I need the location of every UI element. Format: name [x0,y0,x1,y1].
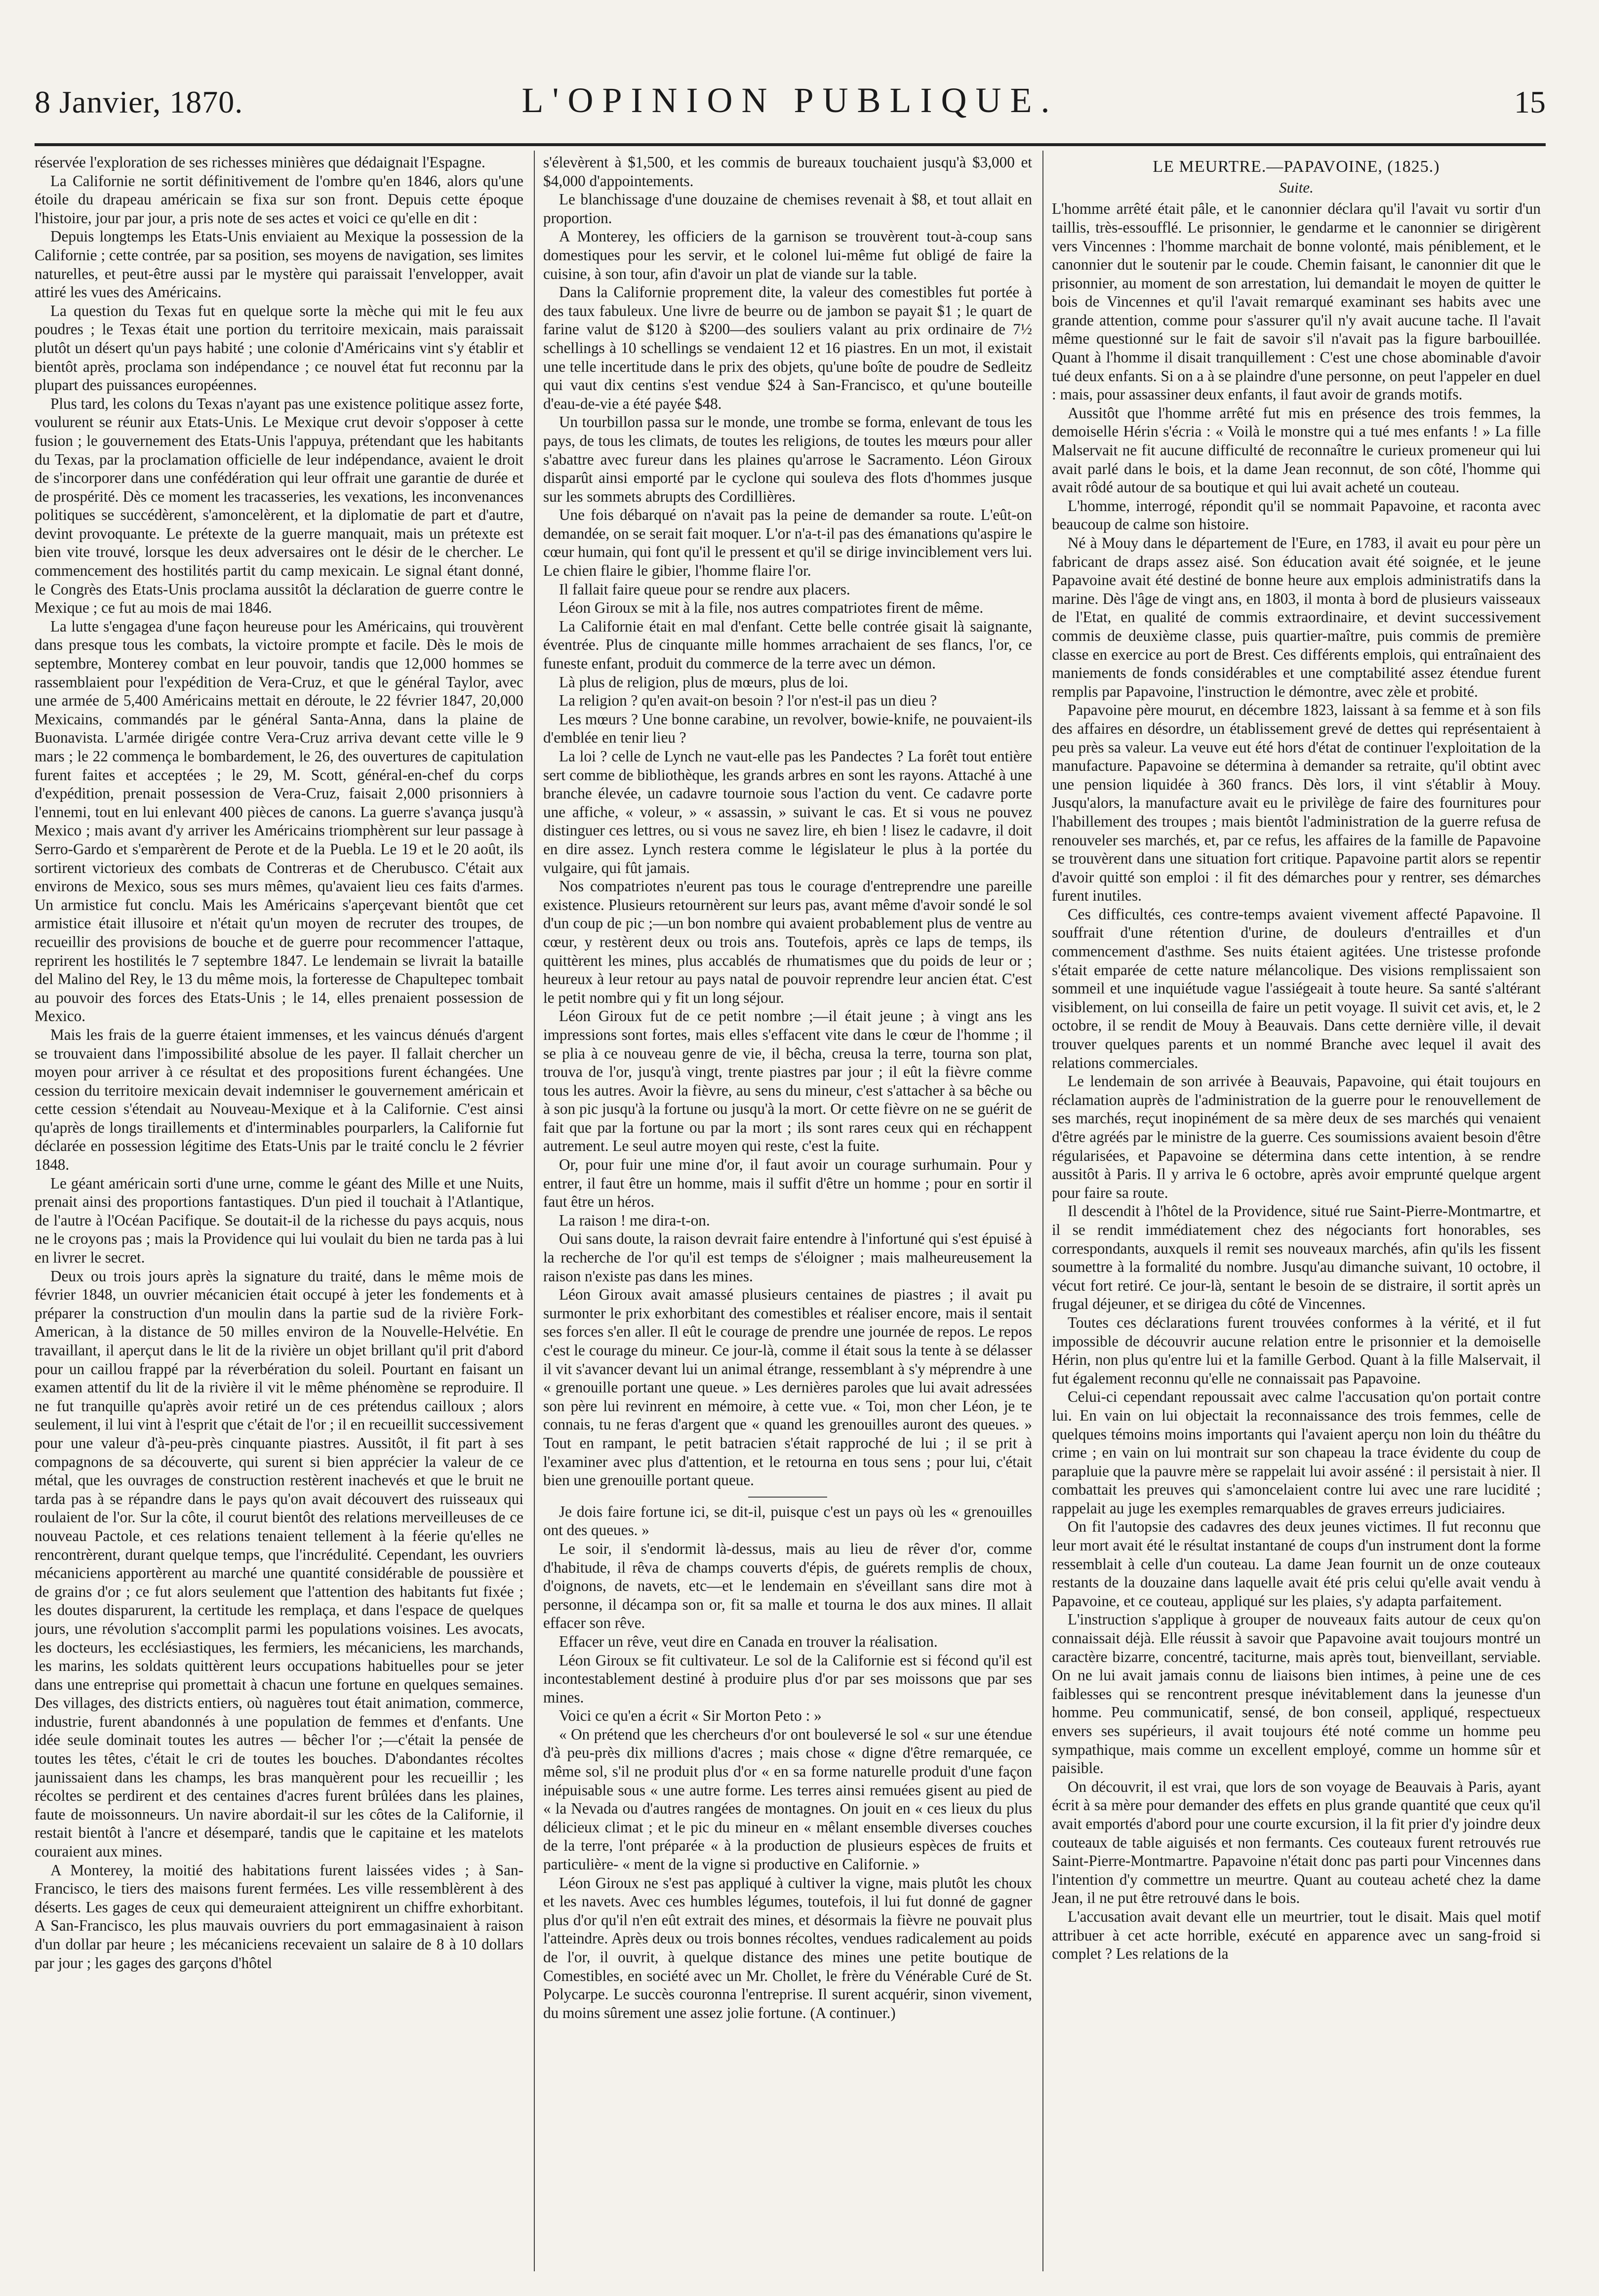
article-paragraph: Plus tard, les colons du Texas n'ayant pas une existence politique assez forte, voulurent se réunir aux Etats-Unis. Le Mexique crut devoir s'opposer à cette fusion ; le gouvernement des Etats-Unis l'appuya, prétendant que les habitants du Texas, par la proclamation officielle de leur indépendance, avaient le droit de s'incorporer dans une confédération qui leur offrait une garantie de durée et de prospérité. Dès ce moment les tracasseries, les vexations, les inconvenances politiques se succédèrent, s'amoncelèrent, et la diplomatie de part et d'autre, devint provoquante. Le prétexte de la guerre manquait, mais un prétexte est bien vite trouvé, lorsque les deux adversaires ont le désir de le chercher. Le commencement des hostilités partit du camp mexicain. Le signal étant donné, le Congrès des Etats-Unis proclama aussitôt la déclaration de guerre contre le Mexique ; ce fut au mois de mai 1846. [35,395,523,617]
article-paragraph: La Californie était en mal d'enfant. Cette belle contrée gisait là saignante, éventrée. Plus de cinquante mille hommes arrachaient de ses flancs, l'or, ce funeste enfant, produit du commerce de la terre avec un démon. [543,617,1032,673]
newspaper-title: L'OPINION PUBLIQUE. [521,80,1059,120]
article-paragraph: réservée l'exploration de ses richesses minières que dédaignait l'Espagne. [35,154,485,171]
article-paragraph: Les mœurs ? Une bonne carabine, un revolver, bowie-knife, ne pouvaient-ils d'emblée en tenir lieu ? [543,710,1032,747]
article-paragraph: Je dois faire fortune ici, se dit-il, puisque c'est un pays où les « grenouilles ont des queues. » [543,1503,1032,1539]
article-paragraph: Ces difficultés, ces contre-temps avaient vivement affecté Papavoine. Il souffrait d'une rétention d'urine, de douleurs d'entrailles et d'un commencement d'asthme. Ses nuits étaient agitées. Une tristesse profonde s'était emparée de cette nature mélancolique. Des visions remplissaient son sommeil et une inquiétude vague l'assiégeait à toute heure. Sa santé s'altérant visiblement, on lui conseilla de faire un petit voyage. Il suivit cet avis, et, le 2 octobre, il se rendit de Mouy à Beauvais. Dans cette dernière ville, il devait trouver quelques parents et un nommé Branche avec lequel il avait des relations commerciales. [1052,905,1541,1071]
article-paragraph: Léon Giroux ne s'est pas appliqué à cultiver la vigne, mais plutôt les choux et les navets. Avec ces humbles légumes, toutefois, il lui fut donné de gagner plus d'or qu'il n'en eût extrait des mines, et désormais la fièvre ne pouvait plus l'atteindre. Après deux ou trois bonnes récoltes, vendues radicalement au poids de l'or, il ouvrit, à quelque distance des mines une petite boutique de Comestibles, en société avec un Mr. Chollet, le frère du Vénérable Curé de St. Polycarpe. Le succès couronna l'entreprise. Il surent acquérir, sinon vivement, du moins sûrement une assez jolie fortune. (A continuer.) [543,1874,1032,2021]
article-paragraph: La lutte s'engagea d'une façon heureuse pour les Américains, qui trouvèrent dans presque tous les combats, la victoire prompte et facile. Dès le mois de septembre, Monterey combat en leur pouvoir, tandis que 12,000 hommes se rassemblaient pour l'expédition de Vera-Cruz, et que le général Taylor, avec une armée de 5,400 Américains mettait en déroute, le 22 février 1847, 20,000 Mexicains, commandés par le général Santa-Anna, dans la plaine de Buonavista. L'armée dirigée contre Vera-Cruz arriva devant cette ville le 9 mars ; le 22 commença le bombardement, le 26, des ouvertures de capitulation furent faites et acceptées ; le 29, M. Scott, général-en-chef du corps d'expédition, prenait possession de Vera-Cruz, faisait 2,000 prisonniers à l'ennemi, tout en lui enlevant 400 pièces de canons. La guerre s'avança jusqu'à Mexico ; mais avant d'y arriver les Américains triomphèrent sur leur passage à Serro-Gardo et s'emparèrent de Perote et de la Puebla. Le 19 et le 20 août, ils sortirent victorieux des combats de Contreras et de Cherubusco. C'était aux environs de Mexico, sous ses murs mêmes, qu'avaient lieu ces faits d'armes. Un armistice fut conclu. Mais les Américains s'aperçevant bientôt que cet armistice était illusoire et n'était qu'un moyen de recruter des troupes, de recueillir des provisions de bouche et de guerre pour recommencer l'attaque, reprirent les hostilités le 7 septembre 1847. Le lendemain se livrait la bataille del Malino del Rey, le 13 du même mois, la forteresse de Chapultepec tombait au pouvoir des forces des Etats-Unis ; le 14, elles prenaient possession de Mexico. [35,617,523,1025]
article-paragraph: L'homme arrêté était pâle, et le canonnier déclara qu'il l'avait vu sortir d'un taillis, très-essoufflé. Le prisonnier, le gendarme et le canonnier se dirigèrent vers Vincennes : l'homme marchait de bonne volonté, mais péniblement, et le canonnier dut le soutenir par le coude. Chemin faisant, le canonnier dit que le prisonnier, au moment de son arrestation, lui demandait le moyen de quitter le bois de Vincennes et qu'il l'avait remarqué examinant ses habits avec une grande attention, comme pour s'assurer qu'il n'y avait aucune tache. Il l'avait même questionné sur le fait de savoir s'il n'avait pas la figure barbouillée. Quant à l'homme il disait tranquillement : C'est une chose abominable d'avoir tué deux enfants. Si on a à se plaindre d'une personne, on peut l'appeler en duel : mais, pour assassiner deux enfants, il faut avoir de grands motifs. [1052,200,1541,403]
article-paragraph: Mais les frais de la guerre étaient immenses, et les vaincus dénués d'argent se trouvaient dans l'impossibilité absolue de les payer. Il fallait chercher un moyen pour arriver à ce résultat et des propositions furent échangées. Une cession du territoire mexicain devait indemniser le gouvernement américain et cette cession s'étendait au Nouveau-Mexique et à la Californie. C'est ainsi qu'après de longs tiraillements et d'interminables pourparlers, la Californie fut déclarée en possession légitime des Etats-Unis par le traité conclu le 2 février 1848. [35,1026,523,1174]
column-divider [1042,151,1043,2271]
article-paragraph: La raison ! me dira-t-on. [559,1211,710,1229]
column-1 [35,153,523,2271]
article-paragraph: Un tourbillon passa sur le monde, une trombe se forma, enlevant de tous les pays, de tous les climats, de toutes les religions, de toutes les mœurs pour aller s'abattre avec fureur dans les plaines qu'arrose le Sacramento. Léon Giroux disparût ainsi emporté par le cyclone qui souleva des flots d'hommes jusque sur les sommets abrupts des Cordillières. [543,413,1032,505]
article-paragraph: Toutes ces déclarations furent trouvées conformes à la vérité, et il fut impossible de découvrir aucune relation entre le prisonnier et la demoiselle Hérin, non plus qu'entre lui et la famille Gerbod. Quant à la fille Malservait, il fut également reconnu qu'elle ne connaissait pas Papavoine. [1052,1313,1541,1387]
article-paragraph: Né à Mouy dans le département de l'Eure, en 1783, il avait eu pour père un fabricant de draps assez aisé. Son éducation avait été soignée, et le jeune Papavoine avait été destiné de bonne heure aux emplois administratifs dans la marine. Dès l'âge de vingt ans, en 1803, il monta à bord de plusieurs vaisseaux de l'Etat, en qualité de commis extraordinaire, et devint successivement commis de deuxième classe, puis quartier-maître, puis commis de première classe en exercice au port de Brest. Ces différents emplois, qui entraînaient des maniements de fonds considérables et une comptabilité assez étendue furent remplis par Papavoine, l'instruction le démontre, avec zèle et probité. [1052,534,1541,700]
article-paragraph: Deux ou trois jours après la signature du traité, dans le même mois de février 1848, un ouvrier mécanicien était occupé à jeter les fondements et à préparer la construction d'un moulin dans la partie sud de la rivière Fork-American, à la distance de 50 milles environ de la Nouvelle-Helvétie. En travaillant, il aperçut dans le lit de la rivière un objet brillant qu'il prit d'abord pour un caillou frappé par la réverbération du soleil. Pourtant en faisant un examen attentif du lit de la rivière il vit le même phénomène se reproduire. Il ne fut tranquille qu'après avoir retiré un de ces prétendus cailloux ; alors seulement, il lui vint à l'esprit que c'était de l'or ; il en recueillit successivement pour une valeur d'à-peu-près cinquante piastres. Aussitôt, il fit part à ses compagnons de sa découverte, qui surent si bien apprécier la valeur de ce métal, que les ouvrages de construction restèrent inachevés et que le bruit ne tarda pas à se répandre dans le pays qu'on avait découvert des ruisseaux qui roulaient de l'or. Sur la côte, il courut bientôt des relations merveilleuses de ce nouveau Pactole, et ces relations tenaient tellement à la féerie qu'elles ne rencontrèrent, durant quelque temps, que l'incrédulité. Cependant, les ouvriers mécaniciens apportèrent au marché une quantité considérable de poussière et de grains d'or ; ce fut alors seulement que l'attention des habitants fut fixée ; les doutes disparurent, la certitude les remplaça, et dans l'espace de quelques jours, une révolution s'accomplit parmi les populations voisines. Les avocats, les docteurs, les ecclésiastiques, les fermiers, les mécaniciens, les marchands, les marins, les soldats quittèrent leurs occupations habituelles pour se jeter dans une entreprise qui promettait à chacun une fortune en quelques semaines. Des villages, des districts entiers, où naguères tout était animation, commerce, industrie, furent abandonnés à une population de femmes et d'enfants. Une idée seule dominait toutes les autres — bêcher l'or ;—c'était la pensée de toutes les têtes, c'était le cri de toutes les bouches. D'abondantes récoltes jaunissaient dans les champs, les bras manquèrent pour les recueillir ; les récoltes se perdirent et des centaines d'acres furent brûlées dans les plaines, faute de moissonneurs. Un navire abordait-il sur les côtes de la Californie, il restait bientôt à l'ancre et désemparé, tandis que le capitaine et les matelots couraient aux mines. [35,1267,523,1861]
article-paragraph: On fit l'autopsie des cadavres des deux jeunes victimes. Il fut reconnu que leur mort avait été le résultat instantané de coups d'un instrument dont la forme ressemblait à celle d'un couteau. La dame Jean fournit un de onze couteaux restants de la douzaine dans laquelle avait été pris celui qu'elle avait vendu à Papavoine, et ce couteau, appliqué sur les plaies, s'y adapta parfaitement. [1052,1518,1541,1610]
article-paragraph: Or, pour fuir une mine d'or, il faut avoir un courage surhumain. Pour y entrer, il faut être un homme, mais il suffit d'être un homme ; pour en sortir il faut être un héros. [543,1156,1032,1211]
article-paragraph: « On prétend que les chercheurs d'or ont bouleversé le sol « sur une étendue d'à peu-près dix millions d'acres ; mais chose « digne d'être remarquée, ce même sol, s'il ne produit plus d'or « en sa forme naturelle produit d'une façon inépuisable sous « une autre forme. Les terres ainsi remuées gisent au pied de « la Nevada ou d'autres rangées de montagnes. On jouit en « ces lieux du plus délicieux climat ; et le pic du mineur en « mêlant ensemble diverses couches de la terre, l'ont préparée « à la production de plusieurs espèces de fruits et particulière- « ment de la vigne si productive en Californie. » [543,1725,1032,1873]
article-paragraph: Là plus de religion, plus de mœurs, plus de loi. [559,673,848,691]
article-paragraph: A Monterey, les officiers de la garnison se trouvèrent tout-à-coup sans domestiques pour les servir, et le colonel lui-même fut obligé de faire la cuisine, à son tour, afin d'avoir un plat de viande sur la table. [543,228,1032,282]
article-subtitle: Suite. [1279,178,1314,196]
article-paragraph: L'instruction s'applique à grouper de nouveaux faits autour de ceux qu'on connaissait déjà. Elle réussit à savoir que Papavoine avait toujours montré un caractère bizarre, concentré, taciturne, mais après tout, bienveillant, serviable. On ne lui avait jamais connu de liaisons bien intimes, à peine une de ces faiblesses qui se rencontrent presque inévitablement dans la jeunesse d'un homme. Peu communicatif, sensé, de bon conseil, appliqué, respectueux envers ses supérieurs, il avait toujours été noté comme un homme peu sympathique, mais comme un excellent employé, comme un homme sûr et paisible. [1052,1611,1541,1777]
section-separator [748,1497,827,1498]
article-paragraph: Le lendemain de son arrivée à Beauvais, Papavoine, qui était toujours en réclamation auprès de l'administration de la guerre pour le renouvellement de ses marchés, reçut inopinément de sa mère deux de ses marchés qui venaient d'être agréés par le ministre de la guerre. Ces soumissions avaient besoin d'être régularisées, et Papavoine se détermina dans cette intention, à se rendre aussitôt à Paris. Il y arriva le 6 octobre, après avoir emprunté quelque argent pour faire sa route. [1052,1072,1541,1201]
article-paragraph: Le géant américain sorti d'une urne, comme le géant des Mille et une Nuits, prenait ainsi des proportions fantastiques. D'un pied il touchait à l'Atlantique, de l'autre à l'Océan Pacifique. Se doutait-il de la richesse du pays acquis, nous ne le croyons pas ; mais la Providence qui lui voulait du bien ne tarda pas à lui en livrer le secret. [35,1174,523,1267]
masthead-rule [35,143,1546,146]
article-title: LE MEURTRE.—PAPAVOINE, (1825.) [1153,158,1440,176]
article-paragraph: Celui-ci cependant repoussait avec calme l'accusation qu'on portait contre lui. En vain on lui objectait la reconnaissance des trois femmes, celle de quelques témoins moins importants qui l'avaient aperçu non loin du théâtre du crime ; en vain on lui montrait sur son chapeau la trace évidente du coup de parapluie que la pauvre mère se rappelait lui avoir asséné : il persistait à nier. Il combattait les preuves qui s'amoncelaient contre lui avec une rare lucidité ; rappelait au juge les exemples remarquables de graves erreurs judiciaires. [1052,1388,1541,1517]
article-paragraph: Il fallait faire queue pour se rendre aux placers. [559,580,850,598]
article-paragraph: Nos compatriotes n'eurent pas tous le courage d'entreprendre une pareille existence. Plusieurs retournèrent sur leurs pas, avant même d'avoir sondé le sol d'un coup de pic ;—un bon nombre qui avaient probablement plus de ventre au cœur, y restèrent deux ou trois ans. Toutefois, après ce laps de temps, ils quittèrent les mines, plus accablés de rhumatismes que du poids de leur or ; heureux à leur retour au pays natal de pouvoir reprendre leur ancien état. C'est le petit nombre qui y fit un long séjour. [543,877,1032,1006]
article-paragraph: La loi ? celle de Lynch ne vaut-elle pas les Pandectes ? La forêt tout entière sert comme de bibliothèque, les grands arbres en sont les rayons. Attaché à une branche élevée, un cadavre tournoie sous l'action du vent. Ce cadavre porte une affiche, « voleur, » « assassin, » suivant le cas. Et si vous ne pouvez distinguer ces lettres, ou si vous ne savez lire, eh bien ! lisez le cadavre, il doit en dire assez. Lynch restera comme le législateur le plus à la portée du vulgaire, qui fût jamais. [543,748,1032,876]
page-number: 15 [1514,84,1546,119]
article-paragraph: Depuis longtemps les Etats-Unis enviaient au Mexique la possession de la Californie ; cette contrée, par sa position, ses moyens de navigation, ses limites naturelles, et peut-être aussi par le mystère qui paraissait l'envelopper, avait attiré les vues des Américains. [35,228,523,301]
article-paragraph: La religion ? qu'en avait-on besoin ? l'or n'est-il pas un dieu ? [559,692,937,710]
article-paragraph: Oui sans doute, la raison devrait faire entendre à l'infortuné qui s'est épuisé à la recherche de l'or qu'il est temps de s'éloigner ; mais malheureusement la raison n'existe pas dans les mines. [543,1230,1032,1285]
column-divider [534,151,535,2271]
article-paragraph: Papavoine père mourut, en décembre 1823, laissant à sa femme et à son fils des affaires en désordre, un établissement grevé de dettes qui représentaient à peu près sa valeur. La veuve eut été hors d'état de continuer l'exploitation de la manufacture. Papavoine se détermina à demander sa retraite, qu'il obtint avec une pension liquidée à 360 francs. Dès lors, il vint s'établir à Mouy. Jusqu'alors, la manufacture avait eu le privilège de faire des fournitures pour l'habillement des troupes ; mais bientôt l'administration de la guerre refusa de renouveler ses marchés, et, par ce refus, les affaires de la famille de Papavoine se trouvèrent dans une situation fort critique. Papavoine partit alors se repentir d'avoir quitté son emploi : il fit des démarches pour y rentrer, ses démarches furent inutiles. [1052,701,1541,905]
article-paragraph: Voici ce qu'en a écrit « Sir Morton Peto : » [559,1707,822,1725]
article-paragraph: L'homme, interrogé, répondit qu'il se nommait Papavoine, et raconta avec beaucoup de calme son histoire. [1052,497,1541,533]
article-paragraph: Il descendit à l'hôtel de la Providence, situé rue Saint-Pierre-Montmartre, et il se rendit immédiatement chez des négociants fort honorables, ses correspondants, auxquels il remit ses nouveaux marchés, afin qu'ils les fissent soumettre à la formalité du nombre. Jusqu'au dimanche suivant, 10 octobre, il vécut fort retiré. Ce jour-là, sentant le besoin de se distraire, il sortit après un frugal déjeuner, et se dirigea du côté de Vincennes. [1052,1202,1541,1313]
article-paragraph: L'accusation avait devant elle un meurtrier, tout le disait. Mais quel motif attribuer à cet acte horrible, exécuté en apparence avec un sang-froid si complet ? Les relations de la [1052,1907,1541,1963]
article-paragraph: Le blanchissage d'une douzaine de chemises revenait à $8, et tout allait en proportion. [543,191,1032,227]
article-paragraph: Effacer un rêve, veut dire en Canada en trouver la réalisation. [559,1632,938,1650]
article-paragraph: La Californie ne sortit définitivement de l'ombre qu'en 1846, alors qu'une étoile du drapeau américain se fixa sur son front. Depuis cette époque l'histoire, jour par jour, a pris note de ses actes et voici ce qu'elle en dit : [35,172,523,227]
article-paragraph: A Monterey, la moitié des habitations furent laissées vides ; à San-Francisco, le tiers des maisons furent fermées. Les ville ressemblèrent à des déserts. Les gages de ceux qui demeuraient atteignirent un chiffre exhorbitant. A San-Francisco, les plus mauvais ouvriers du port emmagasinaient à raison d'un dollar par heure ; les mécaniciens recevaient un salaire de 8 à 10 dollars par jour ; les gages des garçons d'hôtel [35,1861,523,1972]
column-2 [543,153,1032,2271]
article-paragraph: On découvrit, il est vrai, que lors de son voyage de Beauvais à Paris, ayant écrit à sa mère pour demander des effets en plus grande quantité que ceux qu'il avait emportés d'abord pour une courte excursion, il la fit prier d'y joindre deux couteaux de table aiguisés et non fermants. Ces couteaux furent retrouvés rue Saint-Pierre-Montmartre. Papavoine n'était donc pas parti pour Vincennes dans l'intention d'y commettre un meurtre. Quant au couteau acheté chez la dame Jean, il ne put être retrouvé dans le bois. [1052,1778,1541,1907]
article-paragraph: Léon Giroux fut de ce petit nombre ;—il était jeune ; à vingt ans les impressions sont fortes, mais elles s'effacent vite dans le cœur de l'homme ; il se plia à ce nouveau genre de vie, il bêcha, creusa la terre, tourna son plat, trouva de l'or, jusqu'à vingt, trente piastres par jour ; il eût la fièvre comme tous les autres. Avoir la fièvre, au sens du mineur, c'est s'attacher à sa bêche ou à son pic jusqu'à la fortune ou jusqu'à la mort. Or cette fièvre on ne se guérit de fait que par la fortune ou par la mort ; ils sont rares ceux qui en réchappent autrement. Le seul autre moyen qui reste, c'est la fuite. [543,1007,1032,1155]
article-paragraph: Dans la Californie proprement dite, la valeur des comestibles fut portée à des taux fabuleux. Une livre de beurre ou de jambon se payait $1 ; le quart de farine valut de $120 à $200—des souliers valant au prix ordinaire de 7½ schellings à 10 schellings se vendaient 12 et 16 piastres. En un mot, il existait une telle incertitude dans le prix des objets, qu'une boîte de poudre de Sedleitz qui vaut dix centins s'est vendue $24 à San-Francisco, et qu'une bouteille d'eau-de-vie a été payée $48. [543,283,1032,412]
article-paragraph: s'élevèrent à $1,500, et les commis de bureaux touchaient jusqu'à $3,000 et $4,000 d'appointements. [543,154,1032,190]
column-3 [1052,153,1541,2271]
article-paragraph: Le soir, il s'endormit là-dessus, mais au lieu de rêver d'or, comme d'habitude, il rêva de champs couverts d'épis, de guérets remplis de choux, d'oignons, de navets, etc—et le lendemain en s'éveillant sans dire mot à personne, il décampa son or, fit sa malle et tourna le dos aux mines. Il allait effacer son rêve. [543,1540,1032,1632]
article-paragraph: Léon Giroux se fit cultivateur. Le sol de la Californie est si fécond qu'il est incontestablement destiné à produire plus d'or par ses moissons que par ses mines. [543,1651,1032,1706]
article-paragraph: La question du Texas fut en quelque sorte la mèche qui mit le feu aux poudres ; le Texas était une portion du territoire mexicain, mais paraissait plutôt un désert qu'un pays habité ; une colonie d'Américains vint s'y établir et bientôt après, proclama son indépendance ; ce nouvel état fut reconnu par la plupart des puissances européennes. [35,302,523,394]
article-paragraph: Léon Giroux se mit à la file, nos autres compatriotes firent de même. [559,599,984,617]
article-paragraph: Une fois débarqué on n'avait pas la peine de demander sa route. L'eût-on demandée, on se serait fait moquer. L'or n'a-t-il pas des émanations qu'aspire le cœur humain, qui font qu'il le pressent et qu'il se dirige invinciblement vers lui. Le chien flaire le gibier, l'homme flaire l'or. [543,506,1032,580]
article-paragraph: Léon Giroux avait amassé plusieurs centaines de piastres ; il avait pu surmonter le prix exhorbitant des comestibles et réaliser encore, mais il sentait ses forces s'en aller. Il eût le courage de prendre une journée de repos. Le repos c'est le courage du mineur. Ce jour-là, comme il était sous la tente à se délasser il vit s'avancer devant lui un animal étrange, ressemblant à s'y méprendre à une « grenouille portant une queue. » Les dernières paroles que lui avait adressées son père lui revinrent en mémoire, à cette vue. « Toi, mon cher Léon, je te connais, tu ne feras d'argent que « quand les grenouilles auront des queues. » Tout en rampant, le petit batracien s'était rapproché de lui ; il se prit à l'examiner avec plus d'attention, et le retourna en tous sens ; pour lui, c'était bien une grenouille portant queue. [543,1286,1032,1489]
article-paragraph: Aussitôt que l'homme arrêté fut mis en présence des trois femmes, la demoiselle Hérin s'écria : « Voilà le monstre qui a tué mes enfants ! » La fille Malservait ne fit aucune difficulté de reconnaître le curieux promeneur qui lui avait parlé dans le bois, et la dame Jean reconnut, de son côté, l'homme qui avait rôdé autour de sa boutique et qui lui avait acheté un couteau. [1052,404,1541,496]
issue-date: 8 Janvier, 1870. [35,84,243,119]
masthead [35,74,1546,138]
